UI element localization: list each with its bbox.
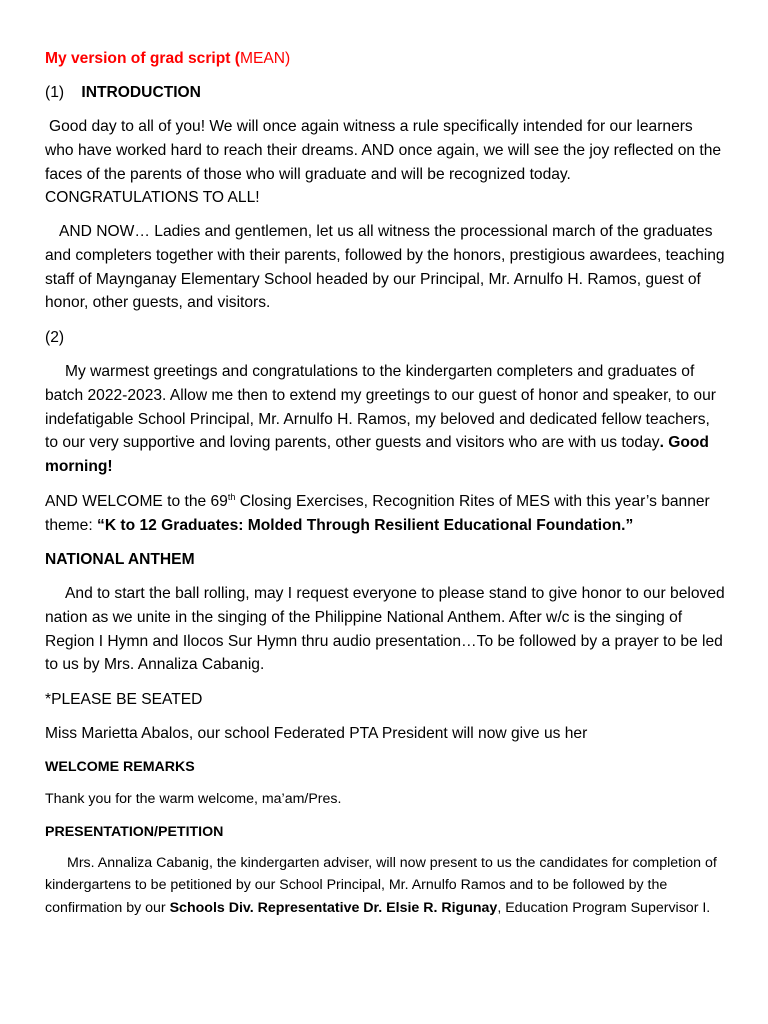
welcome-remarks-heading: WELCOME REMARKS xyxy=(45,759,195,775)
anthem-heading: NATIONAL ANTHEM xyxy=(45,551,195,568)
please-be-seated: *PLEASE BE SEATED xyxy=(45,691,203,708)
welcome-paragraph: AND WELCOME to the 69th Closing Exercises, Recognition Rites of MES with this year’s banner theme: “K to 12 Graduates: Molded Through Resilient Educational Foundation.” xyxy=(45,491,710,534)
greetings-paragraph: My warmest greetings and congratulations to the kindergarten completers and graduates of batch 2022-2023. Allow me then to extend my greetings to our guest of honor and speaker, to our indefatigable School Principal, Mr. Arnulfo H. Ramos, my beloved and dedicated fellow teachers, to our very supportive and loving parents, other guests and visitors who are with us today. Good morning! xyxy=(45,363,716,476)
intro-heading: INTRODUCTION xyxy=(81,84,201,101)
intro-paragraph-1: Good day to all of you! We will once again witness a rule specifically intended for our learners who have worked hard to reach their dreams. AND once again, we will see the joy reflected on the faces of the parents of those who will graduate and will be recognized today. CONGRATULATIONS TO ALL! xyxy=(45,118,722,207)
pta-president-line: Miss Marietta Abalos, our school Federated PTA President will now give us her xyxy=(45,725,588,742)
title-main: My version of grad script ( xyxy=(45,50,240,67)
intro-paragraph-2: AND NOW… Ladies and gentlemen, let us all witness the processional march of the graduates and completers together with their parents, followed by the honors, prestigious awardees, teaching staff of Maynganay Elementary School headed by our Principal, Mr. Arnulfo H. Ramos, guest of honor, other guests, and visitors. xyxy=(45,223,725,312)
title-mean: MEAN) xyxy=(239,50,291,67)
intro-number: (1) xyxy=(45,84,65,101)
intro-heading-line xyxy=(45,81,725,105)
good-morning: . Good morning! xyxy=(45,434,709,476)
section-2-number: (2) xyxy=(45,329,65,346)
banner-theme: “K to 12 Graduates: Molded Through Resilient Educational Foundation.” xyxy=(97,516,634,534)
welcome-thanks: Thank you for the warm welcome, ma’am/Pres. xyxy=(45,791,342,807)
presentation-heading: PRESENTATION/PETITION xyxy=(45,824,224,840)
document-title xyxy=(45,47,725,71)
anthem-paragraph: And to start the ball rolling, may I request everyone to please stand to give honor to our beloved nation as we unite in the singing of the Philippine National Anthem. After w/c is the singing of Region I Hymn and Ilocos Sur Hymn thru audio presentation…To be followed by a prayer to be led to us by Mrs. Annaliza Cabanig. xyxy=(45,585,725,674)
schools-div-representative: Schools Div. Representative Dr. Elsie R. Rigunay xyxy=(169,899,498,916)
presentation-paragraph: Mrs. Annaliza Cabanig, the kindergarten adviser, will now present to us the candidates for completion of kindergartens to be petitioned by our School Principal, Mr. Arnulfo Ramos and to be followed by the confirmation by our Schools Div. Representative Dr. Elsie R. Rigunay, Education Program Supervisor I. xyxy=(45,855,717,916)
